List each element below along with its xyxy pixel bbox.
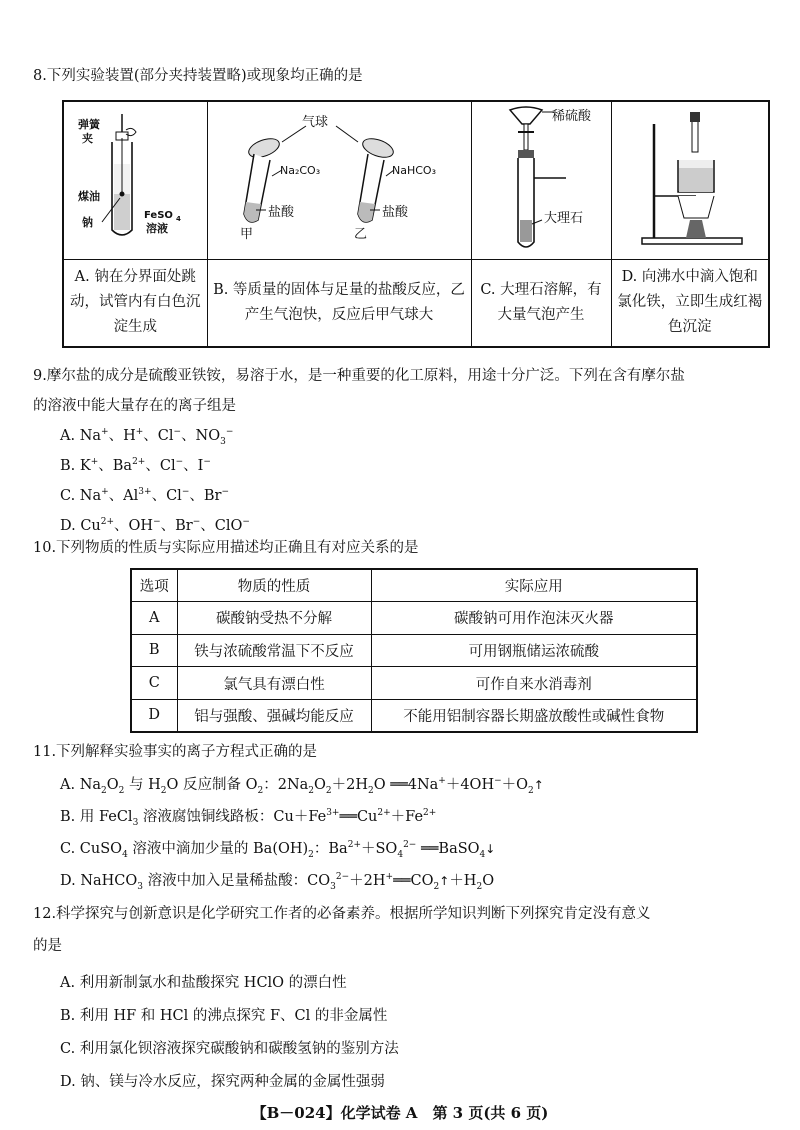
q11-option-b: B. 用 FeCl$_3$ 溶液腐蚀铜线路板：$Cu+Fe^{3+}══Cu^{2+}+Fe^{2+}$ [60, 808, 437, 828]
balloon-tubes-figure [208, 102, 472, 260]
clamp-label: 弹簧 [78, 118, 100, 131]
boiling-water-figure [612, 102, 768, 260]
figure-b-cell [207, 101, 471, 259]
q9-option-c: C. Na+、$Al^{3+}$、Cl−、Br− [60, 487, 229, 504]
row-d-property: 铝与强酸、强碱均能反应 [177, 699, 371, 732]
row-a-property: 碳酸钠受热不分解 [177, 602, 371, 635]
option-c-text: C. 大理石溶解，有大量气泡产生 [471, 259, 611, 347]
table-row [131, 602, 697, 635]
nahco3-label: NaHCO₃ [391, 164, 436, 177]
header-option: 选项 [131, 569, 177, 602]
row-c-label: C [131, 667, 177, 700]
sodium-in-test-tube-figure [64, 102, 208, 260]
hcl-label-yi: 盐酸 [381, 205, 408, 220]
q10-properties-table [130, 568, 698, 733]
q9-option-d: D. $Cu^{2+}$、OH−、Br−、ClO− [60, 517, 250, 534]
row-c-application: 可作自来水消毒剂 [371, 667, 697, 700]
figure-d-cell [611, 101, 769, 259]
header-property: 物质的性质 [177, 569, 371, 602]
q12-stem-line2: 的是 [33, 938, 62, 954]
sodium-label: 钠 [82, 216, 93, 229]
q9-stem-line1: 9.摩尔盐的成分是硫酸亚铁铵，易溶于水，是一种重要的化工原料，用途十分广泛。下列在含有摩尔盐 [33, 368, 685, 384]
q9-option-a: A. Na+、H+、Cl−、$NO_3^-$ [60, 427, 234, 447]
row-b-application: 可用钢瓶储运浓硫酸 [371, 634, 697, 667]
q9-option-b: B. K+、$Ba^{2+}$、Cl−、I− [60, 457, 211, 474]
q8-stem: 8.下列实验装置(部分夹持装置略)或现象均正确的是 [33, 68, 363, 84]
na2co3-label: Na₂CO₃ [279, 164, 320, 177]
q11-option-c: C. CuSO$_4$ 溶液中滴加少量的 $Ba(OH)_2$：$Ba^{2+}+SO_4^{2-}$ ══BaSO$_4$↓ [60, 840, 496, 860]
q12-option-b: B. 利用 HF 和 HCl 的沸点探究 F、Cl 的非金属性 [60, 1008, 388, 1024]
marble-acid-figure [472, 102, 612, 260]
option-b-text: B. 等质量的固体与足量的盐酸反应，乙产生气泡快，反应后甲气球大 [207, 259, 471, 347]
row-a-application: 碳酸钠可用作泡沫灭火器 [371, 602, 697, 635]
q8-apparatus-table [62, 100, 770, 348]
balloon-label: 气球 [301, 115, 328, 130]
q12-option-a: A. 利用新制氯水和盐酸探究 HClO 的漂白性 [60, 975, 347, 991]
figure-a-cell [63, 101, 207, 259]
figure-c-cell [471, 101, 611, 259]
table-row [131, 699, 697, 732]
page-footer: 【B－024】化学试卷 A 第 3 页(共 6 页) [251, 1104, 549, 1122]
q12-option-c: C. 利用氯化钡溶液探究碳酸钠和碳酸氢钠的鉴别方法 [60, 1041, 399, 1057]
option-d-text: D. 向沸水中滴入饱和氯化铁，立即生成红褐色沉淀 [611, 259, 769, 347]
q11-option-d: D. NaHCO$_3$ 溶液中加入足量稀盐酸：$CO_3^{2-}+2H^+══CO_2↑+H_2O$ [60, 872, 495, 892]
svg-text:4: 4 [176, 215, 181, 223]
kerosene-label: 煤油 [78, 190, 100, 203]
table-row [131, 634, 697, 667]
q12-stem-line1: 12.科学探究与创新意识是化学研究工作者的必备素养。根据所学知识判断下列探究肯定没有意义 [33, 906, 651, 922]
header-application: 实际应用 [371, 569, 697, 602]
table-header-row [131, 569, 697, 602]
row-b-property: 铁与浓硫酸常温下不反应 [177, 634, 371, 667]
row-a-label: A [131, 602, 177, 635]
table-row [131, 667, 697, 700]
jia-label: 甲 [239, 227, 253, 242]
feso4-label: FeSO [144, 210, 173, 221]
option-a-text: A. 钠在分界面处跳动，试管内有白色沉淀生成 [63, 259, 207, 347]
marble-label: 大理石 [543, 211, 583, 226]
row-c-property: 氯气具有漂白性 [177, 667, 371, 700]
row-b-label: B [131, 634, 177, 667]
q11-option-a: A. $Na_2O_2$ 与 $H_2O$ 反应制备 $O_2$：$2Na_2O_2+2H_2O$ $══4Na^++4OH^-+O_2↑$ [60, 776, 544, 796]
yi-label: 乙 [353, 227, 367, 242]
q9-stem-line2: 的溶液中能大量存在的离子组是 [33, 398, 236, 414]
hcl-label-jia: 盐酸 [267, 205, 294, 220]
solution-label: 溶液 [146, 222, 168, 235]
dilute-sulfuric-acid-label: 稀硫酸 [551, 109, 591, 124]
q10-stem: 10.下列物质的性质与实际应用描述均正确且有对应关系的是 [33, 540, 419, 556]
row-d-application: 不能用铝制容器长期盛放酸性或碱性食物 [371, 699, 697, 732]
q12-option-d: D. 钠、镁与冷水反应，探究两种金属的金属性强弱 [60, 1074, 385, 1090]
q11-stem: 11.下列解释实验事实的离子方程式正确的是 [33, 744, 318, 760]
row-d-label: D [131, 699, 177, 732]
clamp-label-2: 夹 [82, 132, 93, 145]
